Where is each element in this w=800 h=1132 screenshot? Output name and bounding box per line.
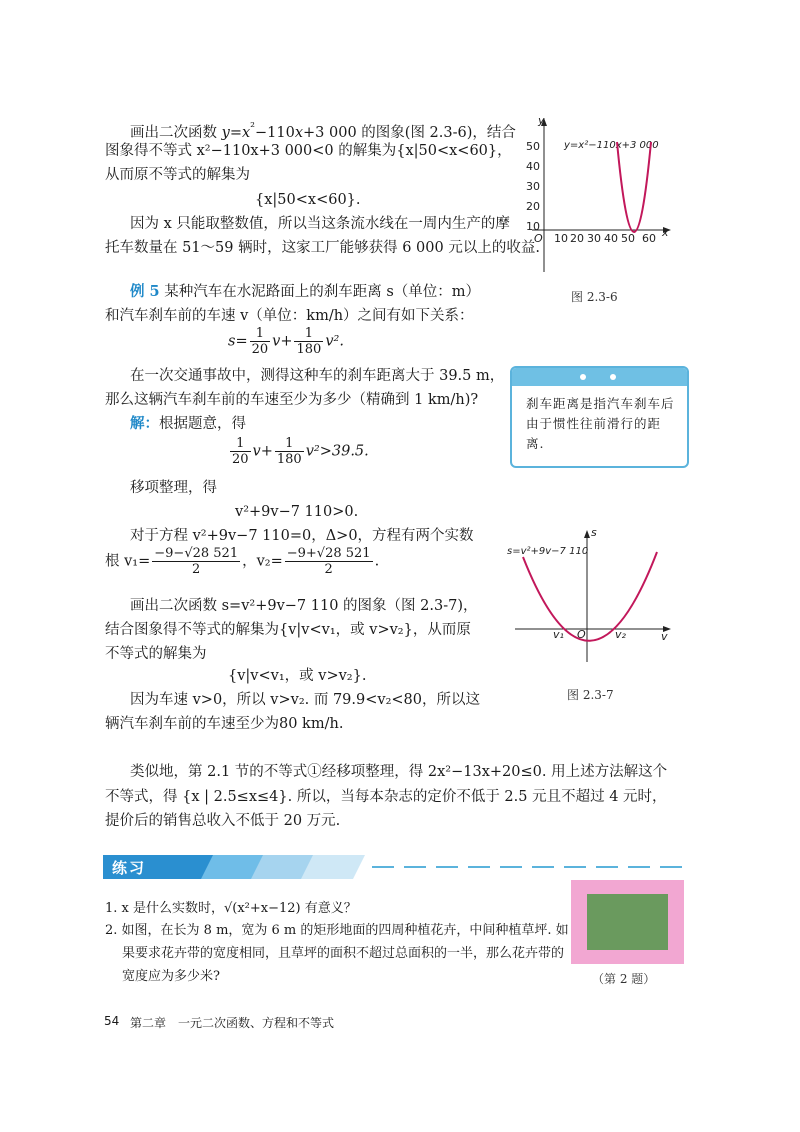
fig1-y-label: y [538,114,545,127]
header-dash [596,866,618,868]
fig1-xtick: 60 [642,232,656,245]
solution-line1: 移项整理，得 [130,480,217,496]
flower-bed-outer [571,880,684,964]
solution-line6: 结合图象得不等式的解集为{v|v<v₁，或 v>v₂}，从而原 [105,622,471,638]
fig1-function-label: y=x²−110x+3 000 [564,140,659,151]
header-dash [660,866,682,868]
solution-line8: {v|v<v₁，或 v>v₂}. [228,668,367,684]
example5-line4: 那么这辆汽车刹车前的车速至少为多少（精确到 1 km/h)? [105,392,479,408]
para1-line1: 画出二次函数 $y=x^{^2}-110x+3$ 000 的图象(图 2.3-6)，结合 [130,120,516,141]
fig1-ytick: 40 [526,160,540,173]
para2-line1: 因为 x 只能取整数值，所以当这条流水线在一周内生产的摩 [130,216,510,232]
side-note [510,366,689,468]
fig2-y-arrow [584,530,590,538]
solution-line10: 辆汽车刹车前的车速至少为80 km/h. [105,716,344,732]
header-dash [500,866,522,868]
example5-formula: s= $\frac{1}{20}$ v+ $\frac{1}{180}$ v². [228,326,344,357]
fig1-xtick: 10 [554,232,568,245]
para3-line2: 不等式，得 {x | 2.5≤x≤4}. 所以，当每本杂志的定价不低于 2.5 元且不超过 4 元时， [105,789,667,805]
fig2-caption: 图 2.3-7 [567,688,614,702]
header-dash [468,866,490,868]
solution-line7: 不等式的解集为 [105,646,207,662]
header-dash [628,866,650,868]
figure-2-3-7 [505,522,675,667]
solution-line2: v²+9v−7 110>0. [235,504,359,520]
fig2-y-label: s [591,526,597,539]
side-note-header [512,368,687,386]
header-dash [532,866,554,868]
fig2-x-label: v [661,630,668,643]
fig2-parabola [523,552,657,641]
fig1-parabola [617,142,651,232]
side-note-dot [610,374,616,380]
fig1-caption: 图 2.3-6 [571,290,618,304]
example5-line2: 和汽车刹车前的车速 v（单位：km/h）之间有如下关系： [105,308,474,324]
solution-line0: 解：根据题意，得 [130,415,246,432]
example5-label: 例 5 [130,283,160,300]
solution-line3: 对于方程 v²+9v−7 110=0，Δ>0，方程有两个实数 [130,528,474,544]
solution-line5: 画出二次函数 s=v²+9v−7 110 的图象（图 2.3-7)， [130,598,478,614]
header-dash [404,866,426,868]
para1-solution-set: {x|50<x<60}. [255,192,361,208]
exercise-q2-line2: 果要求花卉带的宽度相同，且草坪的面积不超过总面积的一半，那么花卉带的 [122,946,565,961]
solution-line9: 因为车速 v>0，所以 v>v₂. 而 79.9<v₂<80，所以这 [130,692,480,708]
fig2-function-label: s=v²+9v−7 110 [507,546,589,557]
fig1-ytick: 20 [526,200,540,213]
fig1-ytick: 10 [526,220,540,233]
header-dash [564,866,586,868]
side-note-dot [580,374,586,380]
chapter-title: 第二章 一元二次函数、方程和不等式 [130,1016,335,1030]
fig1-origin: O [534,232,543,245]
para3-line3: 提价后的销售总收入不低于 20 万元. [105,813,341,829]
fig2-origin: O [577,628,586,641]
exercise-title: 练习 [112,859,147,877]
header-dash [436,866,458,868]
para2-line2: 托车数量在 51～59 辆时，这家工厂能够获得 6 000 元以上的收益. [105,240,540,256]
example5-line1: 例 5 某种汽车在水泥路面上的刹车距离 s（单位：m） [130,283,481,300]
fig1-x-label: x [662,226,669,239]
fig1-xtick: 30 [587,232,601,245]
fig1-xtick: 40 [604,232,618,245]
solution-inequality: $\frac{1}{20}$ v+ $\frac{1}{180}$ v²>39.5. [232,436,369,467]
header-dash [372,866,394,868]
fig1-ytick: 50 [526,140,540,153]
exercise-q2-line3: 宽度应为多少米? [122,969,220,984]
fig2-root1: v₁ [553,628,564,641]
page-number: 54 [104,1014,120,1028]
lawn-inner [587,894,668,950]
fig1-ytick: 30 [526,180,540,193]
example5-line3: 在一次交通事故中，测得这种车的刹车距离大于 39.5 m， [130,368,505,384]
figure-2-3-6 [512,112,677,277]
para1-line2: 图象得不等式 x²−110x+3 000<0 的解集为{x|50<x<60}， [105,143,512,159]
solution-label: 解： [130,415,159,432]
fig1-xtick: 50 [621,232,635,245]
fig2-root2: v₂ [615,628,626,641]
para3-line1: 类似地，第 2.1 节的不等式①经移项整理，得 2x²−13x+20≤0. 用上述方法解这个 [130,764,668,780]
solution-roots: 根 v₁= $\frac{-9-√28 521}{2}$ ，v₂= $\frac{-9+√28 521}{2}$ . [105,546,380,577]
exercise-q2-line1: 2. 如图，在长为 8 m，宽为 6 m 的矩形地面的四周种植花卉，中间种植草坪. 如 [105,923,569,938]
side-note-text: 刹车距离是指汽车刹车后由于惯性往前滑行的距离. [526,396,675,451]
exercise-q1: 1. x 是什么实数时，√(x²+x−12) 有意义？ [105,901,357,916]
fig1-xtick: 20 [570,232,584,245]
exercise-fig-caption: （第 2 题） [592,972,656,986]
para1-line3: 从而原不等式的解集为 [105,167,250,183]
